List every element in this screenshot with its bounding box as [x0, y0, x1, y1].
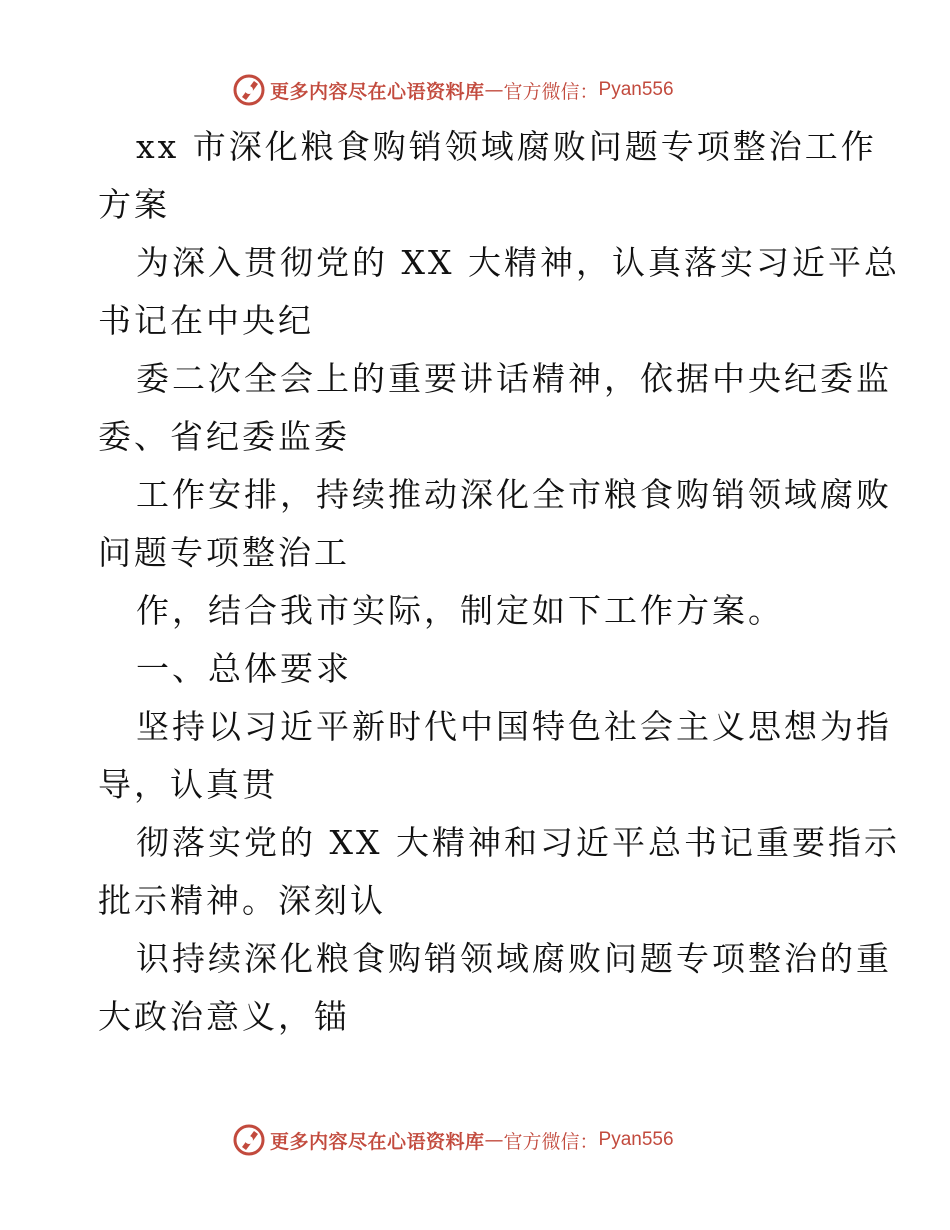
doc-line: 工作安排，持续推动深化全市粮食购销领域腐败	[136, 475, 892, 514]
banner-dash: —	[484, 79, 504, 101]
footer-banner	[232, 1123, 674, 1157]
banner-slogan: 更多内容尽在心语资料库	[270, 80, 485, 103]
banner-slogan: 更多内容尽在心语资料库	[270, 1130, 485, 1153]
doc-line: 坚持以习近平新时代中国特色社会主义思想为指	[136, 707, 892, 746]
banner-wechat-id: Pyan556	[598, 79, 674, 100]
banner-wechat-label: 官方微信：	[503, 80, 599, 103]
banner-wechat-id: Pyan556	[598, 1129, 674, 1150]
doc-line: 委二次全会上的重要讲话精神，依据中央纪委监	[136, 359, 892, 398]
brand-logo-icon	[232, 73, 266, 107]
brand-logo-icon	[232, 1123, 266, 1157]
doc-line: 为深入贯彻党的 XX 大精神，认真落实习近平总	[136, 243, 900, 282]
doc-line: 大政治意义，锚	[98, 997, 350, 1036]
doc-line: 委、省纪委监委	[98, 417, 350, 456]
doc-line: 书记在中央纪	[98, 301, 314, 340]
doc-line: 彻落实党的 XX 大精神和习近平总书记重要指示	[136, 823, 900, 862]
doc-line: 批示精神。深刻认	[98, 881, 386, 920]
banner-dash: —	[484, 1129, 504, 1151]
doc-line: 识持续深化粮食购销领域腐败问题专项整治的重	[136, 939, 892, 978]
document-body	[98, 118, 900, 1046]
doc-title-line-1: xx 市深化粮食购销领域腐败问题专项整治工作	[136, 127, 877, 166]
doc-line: 问题专项整治工	[98, 533, 350, 572]
header-banner	[232, 73, 674, 107]
doc-title-line-2: 方案	[98, 185, 170, 224]
section-heading: 一、总体要求	[136, 649, 352, 688]
doc-line: 作，结合我市实际，制定如下工作方案。	[136, 591, 784, 630]
banner-wechat-label: 官方微信：	[503, 1130, 599, 1153]
doc-line: 导，认真贯	[98, 765, 278, 804]
